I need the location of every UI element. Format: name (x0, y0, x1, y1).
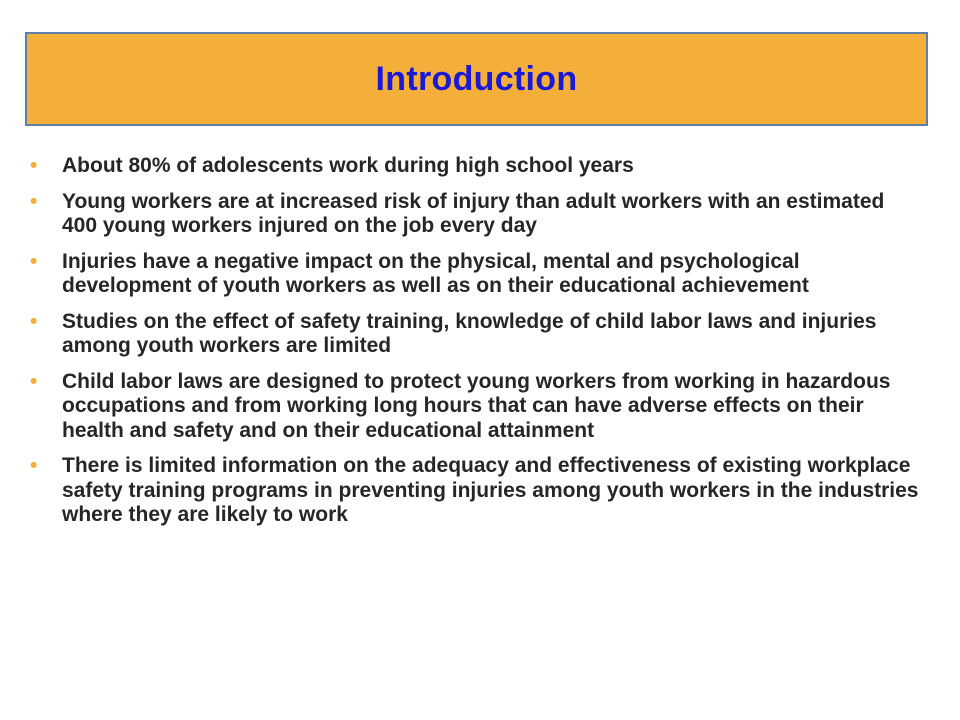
bullet-text: Studies on the effect of safety training, knowledge of child labor laws and injuries among youth workers are limited (62, 309, 877, 357)
bullet-text: Injuries have a negative impact on the physical, mental and psychological development of youth workers as well as on their educational achievement (62, 249, 809, 297)
bullet-text: Child labor laws are designed to protect young workers from working in hazardous occupations and from working long hours that can have adverse effects on their health and safety and on their educational attainment (62, 369, 891, 442)
bullet-item (30, 370, 920, 444)
bullet-text: About 80% of adolescents work during high school years (62, 154, 634, 177)
bullet-item (30, 190, 920, 239)
bullet-icon: • (30, 249, 38, 273)
bullet-text: There is limited information on the adequacy and effectiveness of existing workplace safety training programs in preventing injuries among youth workers in the industries where they are likely to work (62, 454, 919, 526)
bullet-text: Young workers are at increased risk of injury than adult workers with an estimated 400 young workers injured on the job every day (62, 189, 885, 237)
bullet-icon: • (30, 454, 38, 477)
slide-title: Introduction (375, 59, 578, 98)
bullet-icon: • (30, 369, 38, 393)
bullet-item (30, 454, 920, 528)
bullet-item (30, 250, 920, 299)
bullet-list (30, 154, 920, 539)
bullet-icon: • (30, 309, 38, 333)
title-banner (25, 32, 928, 126)
bullet-item (30, 310, 920, 359)
bullet-icon: • (30, 154, 38, 177)
bullet-item (30, 154, 920, 179)
bullet-icon: • (30, 189, 38, 213)
